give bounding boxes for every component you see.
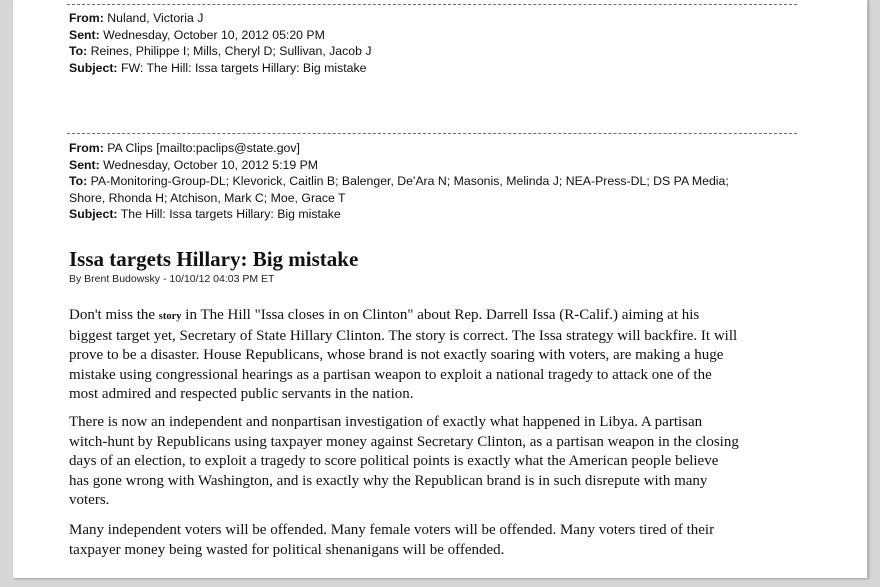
- document-page: [13, 0, 868, 578]
- article-title: Issa targets Hillary: Big mistake: [69, 247, 359, 271]
- to-value: Reines, Philippe I; Mills, Cheryl D; Sullivan, Jacob J: [90, 44, 372, 58]
- article-byline: By Brent Budowsky - 10/10/12 04:03 PM ET: [69, 273, 275, 285]
- separator-line: [67, 133, 797, 134]
- from-row: From: Nuland, Victoria J: [69, 11, 204, 25]
- from-value: Nuland, Victoria J: [107, 11, 204, 25]
- sent-row: Sent: Wednesday, October 10, 2012 05:20 PM: [69, 27, 325, 42]
- separator-line: [67, 4, 797, 5]
- sent-row: Sent: Wednesday, October 10, 2012 5:19 PM: [69, 157, 319, 172]
- to-value-line-2: Shore, Rhonda H; Atchison, Mark C; Moe, Grace T: [69, 190, 346, 205]
- email-header-forward: [69, 10, 372, 76]
- sent-value: Wednesday, October 10, 2012 05:20 PM: [103, 27, 325, 42]
- subject-value: The Hill: Issa targets Hillary: Big mistake: [120, 207, 341, 221]
- sent-value: Wednesday, October 10, 2012 5:19 PM: [103, 157, 319, 172]
- from-row: From: PA Clips [mailto:paclips@state.gov]: [69, 141, 300, 155]
- to-row-continued: [69, 190, 729, 207]
- to-value-line-1: PA-Monitoring-Group-DL; Klevorick, Caitlin B; Balenger, De'Ara N; Masonis, Melinda J; NEA-Press-DL; DS PA Media;: [90, 174, 729, 188]
- subject-row: Subject: The Hill: Issa targets Hillary: Big mistake: [69, 207, 341, 221]
- to-row: To: PA-Monitoring-Group-DL; Klevorick, Caitlin B; Balenger, De'Ara N; Masonis, Melinda J; NEA-Press-DL; DS PA Media;: [69, 174, 729, 188]
- article-paragraph-3: Many independent voters will be offended. Many female voters will be offended. Many voters tired of their taxpayer money being wasted for political shenanigans will be offended.: [69, 522, 715, 558]
- subject-value: FW: The Hill: Issa targets Hillary: Big mistake: [120, 60, 367, 75]
- story-link-text: story: [158, 311, 182, 322]
- article-paragraph-2: There is now an independent and nonpartisan investigation of exactly what happened in Libya. A partisan witch-hunt by Republicans using taxpayer money against Secretary Clinton, as a partisan weapon in the closing days of an election, to exploit a tragedy to score political points is exactly what the American people believe has gone wrong with Washington, and is exactly why the Republican brand is in such disrepute with many voters.: [69, 414, 739, 509]
- from-value: PA Clips [mailto:paclips@state.gov]: [107, 141, 300, 155]
- email-header-original: [69, 140, 729, 223]
- article-paragraph-1: Don't miss the story in The Hill "Issa closes in on Clinton" about Rep. Darrell Issa (R-Calif.) aiming at his biggest target yet, Secretary of State Hillary Clinton. The story is correct. The Issa strategy will backfire. It will prove to be a disaster. House Republicans, whose brand is not exactly soaring with voters, are making a huge mistake using congressional hearings as a partisan weapon to exploit a national tragedy to attack one of the most admired and respected public servants in the nation.: [69, 307, 738, 403]
- to-row: To: Reines, Philippe I; Mills, Cheryl D; Sullivan, Jacob J: [69, 44, 372, 58]
- subject-row: Subject: FW: The Hill: Issa targets Hillary: Big mistake: [69, 60, 367, 75]
